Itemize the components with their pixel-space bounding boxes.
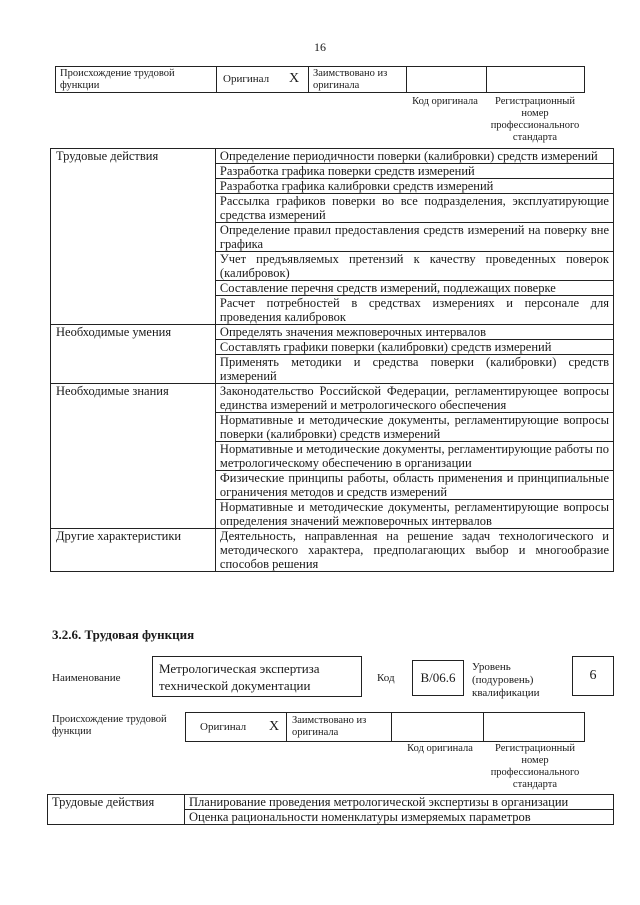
row-item-cell xyxy=(215,340,613,355)
row-item-cell xyxy=(215,296,613,325)
row-item-text: Расчет потребностей в средствах измерениях и персонале для проведения калибровок xyxy=(219,296,609,324)
original-label: Оригинал xyxy=(223,73,270,85)
reg-number-caption: Регистрационный номер профессионального стандарта xyxy=(490,96,580,143)
row-item-cell xyxy=(215,325,613,340)
origin-row-2 xyxy=(185,712,585,742)
row-item-cell xyxy=(185,795,614,810)
row-item-text: Составлять графики поверки (калибровки) средств измерений xyxy=(219,340,552,354)
code-label: Код xyxy=(377,672,395,684)
row-item-text: Деятельность, направленная на решение задач технологического и методического характера, предполагающих выбор и многообразие способов решения xyxy=(219,529,609,571)
borrowed-label: Заимствовано из оригинала xyxy=(313,68,388,91)
row-item-cell xyxy=(215,413,613,442)
row-category-label: Трудовые действия xyxy=(51,149,216,325)
original-cell-2 xyxy=(186,713,286,741)
code-value: В/06.6 xyxy=(420,670,456,685)
origin-row-1 xyxy=(55,66,585,93)
level-value-box xyxy=(572,656,614,696)
row-item-cell xyxy=(215,529,613,572)
row-item-text: Учет предъявляемых претензий к качеству проведенных поверок (калибровок) xyxy=(219,252,609,280)
row-item-text: Нормативные и методические документы, регламентирующие вопросы определения значений межповерочных интервалов xyxy=(219,500,609,528)
table-row xyxy=(51,325,614,340)
row-item-text: Определение правил предоставления средств измерений на поверку вне графика xyxy=(219,223,609,251)
table-row xyxy=(51,149,614,164)
row-item-text: Составление перечня средств измерений, подлежащих поверке xyxy=(219,281,556,295)
original-label-2: Оригинал xyxy=(200,721,247,733)
name-value-box xyxy=(152,656,362,697)
row-item-text: Разработка графика калибровки средств измерений xyxy=(219,179,494,193)
row-item-cell xyxy=(215,355,613,384)
row-item-text: Оценка рациональности номенклатуры измеряемых параметров xyxy=(189,810,531,824)
page-number: 16 xyxy=(314,40,326,54)
code-cell-2 xyxy=(391,713,483,741)
row-item-cell xyxy=(215,442,613,471)
code-cell xyxy=(406,67,486,92)
name-value: Метрологическая экспертиза технической документации xyxy=(159,661,320,693)
row-item-cell xyxy=(215,223,613,252)
reg-cell-2 xyxy=(483,713,584,741)
row-category-label: Другие характеристики xyxy=(51,529,216,572)
row-item-cell xyxy=(185,810,614,825)
table-row xyxy=(51,384,614,413)
row-item-cell xyxy=(215,471,613,500)
row-item-cell xyxy=(215,500,613,529)
row-item-text: Физические принципы работы, область применения и принципиальные ограничения методов и средств измерений xyxy=(219,471,609,499)
row-item-text: Законодательство Российской Федерации, регламентирующее вопросы единства измерений и метрологического обеспечения xyxy=(219,384,609,412)
work-function-table-2 xyxy=(47,794,614,825)
row-item-cell xyxy=(215,179,613,194)
table-row xyxy=(48,795,614,810)
row-item-text: Определять значения межповерочных интервалов xyxy=(219,325,486,339)
row-item-text: Нормативные и методические документы, регламентирующие вопросы поверки (калибровки) средств измерений xyxy=(219,413,609,441)
code-value-box xyxy=(412,660,464,696)
original-mark-2: X xyxy=(269,719,280,734)
reg-number-caption-2: Регистрационный номер профессионального стандарта xyxy=(490,743,580,790)
row-item-text: Планирование проведения метрологической экспертизы в организации xyxy=(189,795,569,809)
row-item-cell xyxy=(215,252,613,281)
row-category-label: Необходимые знания xyxy=(51,384,216,529)
row-item-cell xyxy=(215,384,613,413)
row-item-cell xyxy=(215,281,613,296)
row-item-cell xyxy=(215,194,613,223)
origin-label: Происхождение трудовой функции xyxy=(60,68,175,91)
borrowed-cell xyxy=(308,67,406,92)
level-label: Уровень (подуровень) квалификации xyxy=(472,661,540,699)
borrowed-label-2: Заимствовано из оригинала xyxy=(292,715,367,738)
row-item-cell xyxy=(215,149,613,164)
row-item-text: Применять методики и средства поверки (калибровки) средств измерений xyxy=(219,355,609,383)
row-item-text: Определение периодичности поверки (калибровки) средств измерений xyxy=(219,149,598,163)
reg-cell xyxy=(486,67,584,92)
code-original-caption: Код оригинала xyxy=(412,96,478,107)
level-value: 6 xyxy=(589,668,597,683)
work-function-table xyxy=(50,148,614,572)
row-category-label: Необходимые умения xyxy=(51,325,216,384)
row-category-label: Трудовые действия xyxy=(48,795,185,825)
row-item-text: Нормативные и методические документы, регламентирующие работы по метрологическому обеспечению в организации xyxy=(219,442,609,470)
row-item-text: Рассылка графиков поверки во все подразделения, эксплуатирующие средства измерений xyxy=(219,194,609,222)
code-original-caption-2: Код оригинала xyxy=(407,743,473,754)
original-mark: X xyxy=(289,71,300,86)
table-row xyxy=(51,529,614,572)
section-title: 3.2.6. Трудовая функция xyxy=(52,627,195,642)
name-label: Наименование xyxy=(52,672,121,684)
original-cell xyxy=(216,67,308,92)
origin-label-2: Происхождение трудовой функции xyxy=(52,714,167,737)
row-item-text: Разработка графика поверки средств измерений xyxy=(219,164,475,178)
row-item-cell xyxy=(215,164,613,179)
borrowed-cell-2 xyxy=(286,713,391,741)
